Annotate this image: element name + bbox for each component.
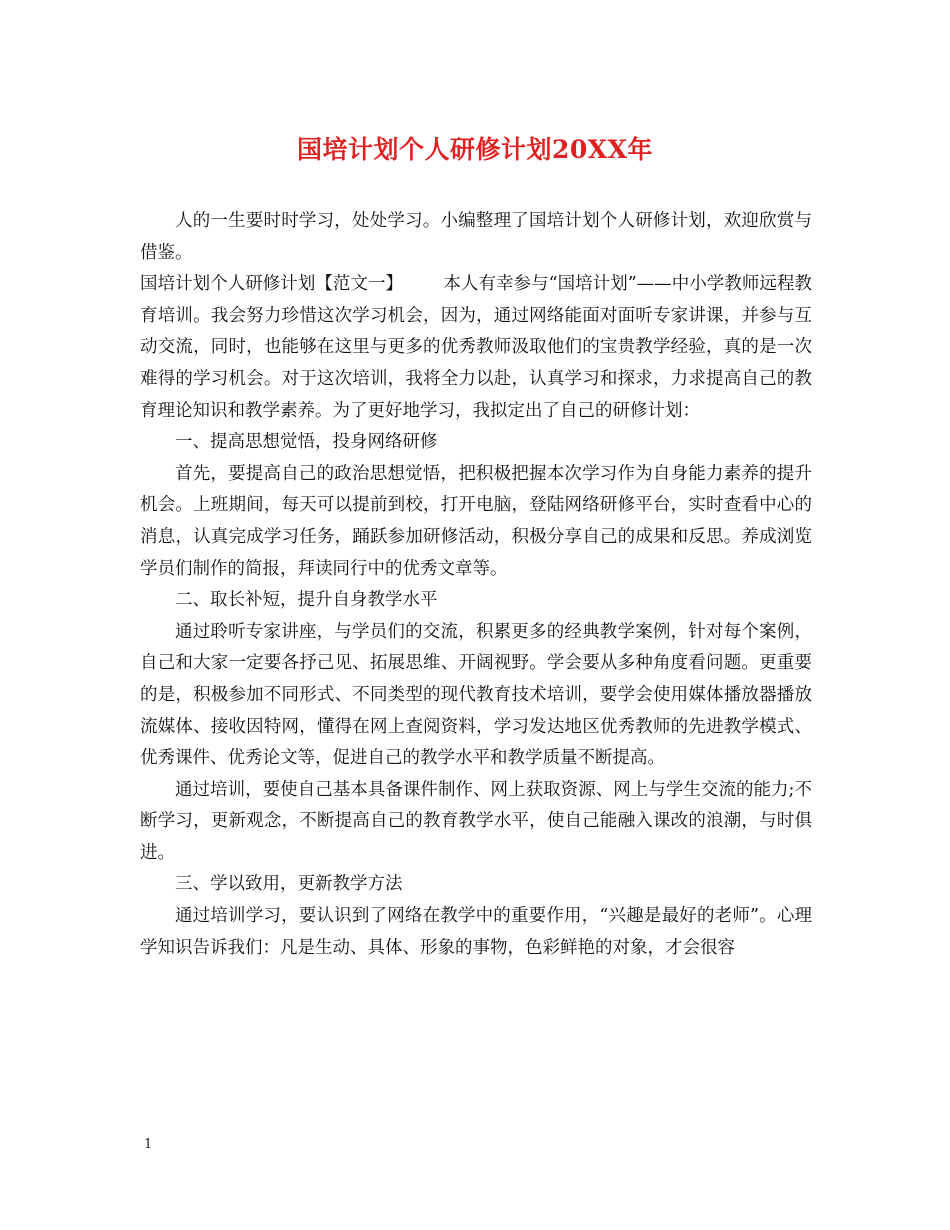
section-paragraph-3: 通过培训学习，要认识到了网络在教学中的重要作用，“兴趣是最好的老师”。心理学知识告诉我们：凡是生动、具体、形象的事物，色彩鲜艳的对象，才会很容 (140, 906, 812, 958)
sample-text: 本人有幸参与“国培计划”——中小学教师远程教育培训。我会努力珍惜这次学习机会，因为，通过网络能面对面听专家讲课，并参与互动交流，同时，也能够在这里与更多的优秀教师汲取他们的宝贵教学经验，真的是一次难得的学习机会。对于这次培训，我将全力以赴，认真学习和探求，力求提高自己的教育理论知识和教学素养。为了更好地学习，我拟定出了自己的研修计划： (140, 274, 812, 421)
section-paragraph-2: 通过聆听专家讲座，与学员们的交流，积累更多的经典教学案例，针对每个案例，自己和大家一定要各抒己见、拓展思维、开阔视野。学会要从多种角度看问题。更重要的是，积极参加不同形式、不同类型的现代教育技术培训，要学会使用媒体播放器播放流媒体、接收因特网，懂得在网上查阅资料，学习发达地区优秀教师的先进教学模式、优秀课件、优秀论文等，促进自己的教学水平和教学质量不断提高。 (140, 621, 812, 769)
sample-paragraph (140, 269, 812, 427)
section-paragraph-1: 首先，要提高自己的政治思想觉悟，把积极把握本次学习作为自身能力素养的提升机会。上班期间，每天可以提前到校，打开电脑，登陆网络研修平台，实时查看中心的消息，认真完成学习任务，踊跃参加研修活动，积极分享自己的成果和反思。养成浏览学员们制作的简报，拜读同行中的优秀文章等。 (140, 463, 812, 579)
page-number: 1 (144, 1137, 153, 1152)
section-heading-1: 一、提高思想觉悟，投身网络研修 (175, 432, 438, 453)
section-paragraph-2b: 通过培训，要使自己基本具备课件制作、网上获取资源、网上与学生交流的能力;不断学习，更新观念，不断提高自己的教育教学水平，使自己能融入课改的浪潮，与时俱进。 (140, 779, 812, 863)
section-heading-2: 二、取长补短，提升自身教学水平 (175, 590, 438, 611)
document-title: 国培计划个人研修计划20XX年 (296, 135, 654, 164)
intro-paragraph: 人的一生要时时学习，处处学习。小编整理了国培计划个人研修计划，欢迎欣赏与借鉴。 (140, 211, 812, 263)
document-body (140, 206, 812, 964)
section-heading-3: 三、学以致用，更新教学方法 (175, 874, 403, 895)
sample-heading: 国培计划个人研修计划【范文一】 (140, 274, 404, 295)
